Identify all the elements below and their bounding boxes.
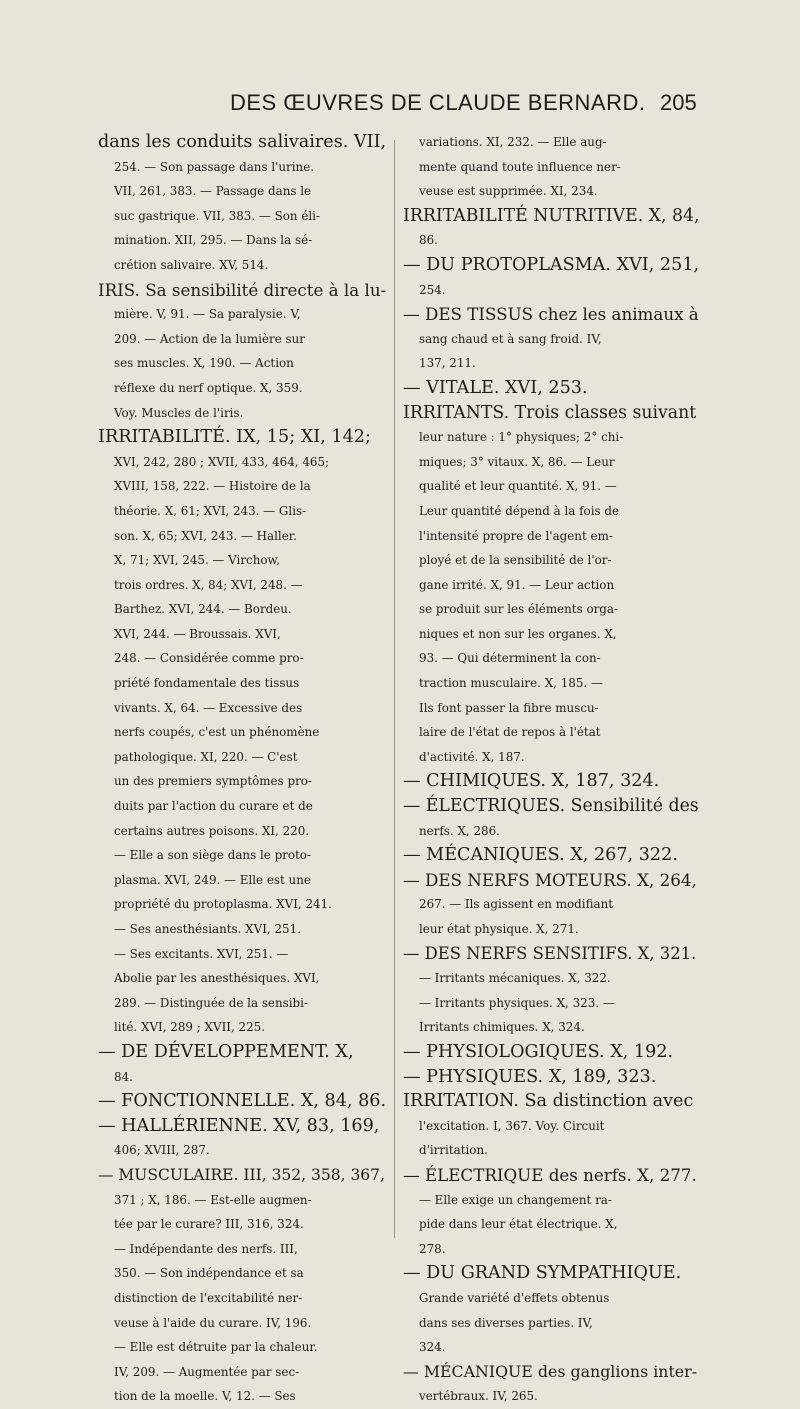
- index-line: Ils font passer la fibre muscu-: [419, 700, 599, 715]
- index-line: l'excitation. I, 367. Voy. Circuit: [419, 1118, 605, 1133]
- index-line: leur nature : 1° physiques; 2° chi-: [419, 430, 624, 445]
- index-line: 254. — Son passage dans l'urine.: [114, 159, 315, 174]
- index-line: Voy. Muscles de l'iris.: [114, 405, 244, 420]
- index-line: vertébraux. IV, 265.: [419, 1389, 538, 1404]
- index-line: duits par l'action du curare et de: [114, 799, 313, 814]
- index-line: priété fondamentale des tissus: [114, 676, 300, 691]
- index-line: — CHIMIQUES. X, 187, 324.: [403, 771, 660, 792]
- index-line: Barthez. XVI, 244. — Bordeu.: [114, 602, 292, 617]
- index-line: — DES TISSUS chez les animaux à: [403, 304, 699, 325]
- index-line: niques et non sur les organes. X,: [419, 626, 617, 641]
- index-line: — Ses anesthésiants. XVI, 251.: [114, 922, 301, 936]
- index-line: mente quand toute influence ner-: [419, 159, 621, 174]
- index-line: 137, 211.: [419, 356, 476, 371]
- page-number: 205: [660, 90, 697, 115]
- index-line: tée par le curare? III, 316, 324.: [114, 1217, 304, 1232]
- index-line: sang chaud et à sang froid. IV,: [419, 331, 602, 346]
- index-line: Grande variété d'effets obtenus: [419, 1290, 610, 1305]
- index-line: réflexe du nerf optique. X, 359.: [114, 380, 303, 395]
- index-line: 209. — Action de la lumière sur: [114, 331, 305, 346]
- index-line: — ÉLECTRIQUES. Sensibilité des: [403, 796, 699, 817]
- index-line: gane irrité. X, 91. — Leur action: [419, 577, 615, 592]
- index-line: son. X, 65; XVI, 243. — Haller.: [114, 528, 297, 543]
- index-line: 254.: [419, 282, 446, 297]
- index-line: IRRITATION. Sa distinction avec: [403, 1091, 694, 1112]
- index-line: XVI, 242, 280 ; XVII, 433, 464, 465;: [114, 454, 330, 469]
- index-line: traction musculaire. X, 185. —: [419, 676, 603, 691]
- index-line: ployé et de la sensibilité de l'or-: [419, 553, 612, 568]
- index-line: Abolie par les anesthésiques. XVI,: [114, 971, 320, 986]
- index-line: mination. XII, 295. — Dans la sé-: [114, 233, 313, 248]
- index-line: X, 71; XVI, 245. — Virchow,: [114, 553, 281, 568]
- index-line: — PHYSIOLOGIQUES. X, 192.: [403, 1041, 674, 1062]
- index-line: théorie. X, 61; XVI, 243. — Glis-: [114, 503, 307, 518]
- index-line: — PHYSIQUES. X, 189, 323.: [403, 1066, 657, 1087]
- index-line: IRRITABILITÉ. IX, 15; XI, 142;: [98, 427, 371, 448]
- index-line: 267. — Ils agissent en modifiant: [419, 897, 614, 912]
- index-line: distinction de l'excitabilité ner-: [114, 1290, 303, 1305]
- index-line: 289. — Distinguée de la sensibi-: [114, 995, 308, 1010]
- index-line: tion de la moelle. V, 12. — Ses: [114, 1389, 296, 1404]
- index-line: — Indépendante des nerfs. III,: [114, 1241, 298, 1256]
- column-divider: [394, 140, 395, 1238]
- index-line: — DE DÉVELOPPEMENT. X,: [98, 1041, 354, 1062]
- index-line: — MÉCANIQUES. X, 267, 322.: [403, 845, 678, 866]
- index-line: 406; XVIII, 287.: [114, 1143, 210, 1158]
- index-line: mière. V, 91. — Sa paralysie. V,: [114, 307, 301, 322]
- index-line: Irritants chimiques. X, 324.: [419, 1020, 585, 1035]
- index-line: pathologique. XI, 220. — C'est: [114, 749, 298, 764]
- index-line: certains autres poisons. XI, 220.: [114, 823, 310, 838]
- index-line: dans les conduits salivaires. VII,: [98, 132, 387, 152]
- index-line: plasma. XVI, 249. — Elle est une: [114, 872, 311, 887]
- index-line: nerfs. X, 286.: [419, 823, 500, 838]
- index-line: veuse à l'aide du curare. IV, 196.: [114, 1315, 312, 1330]
- index-line: — Elle exige un changement ra-: [419, 1192, 612, 1207]
- index-line: dans ses diverses parties. IV,: [419, 1315, 593, 1330]
- index-line: XVIII, 158, 222. — Histoire de la: [114, 479, 311, 494]
- index-line: leur état physique. X, 271.: [419, 922, 579, 936]
- left-column: [98, 130, 388, 1409]
- index-line: XVI, 244. — Broussais. XVI,: [114, 626, 281, 641]
- index-line: — MÉCANIQUE des ganglions inter-: [403, 1361, 698, 1381]
- index-line: — Ses excitants. XVI, 251. —: [114, 946, 289, 961]
- index-line: ses muscles. X, 190. — Action: [114, 356, 294, 371]
- index-line: l'intensité propre de l'agent em-: [419, 528, 613, 543]
- index-line: 350. — Son indépendance et sa: [114, 1266, 304, 1281]
- index-line: 278.: [419, 1241, 446, 1256]
- index-line: vivants. X, 64. — Excessive des: [114, 700, 303, 715]
- index-line: lité. XVI, 289 ; XVII, 225.: [114, 1020, 266, 1035]
- index-line: — Elle a son siège dans le proto-: [114, 848, 311, 863]
- index-line: IRIS. Sa sensibilité directe à la lu-: [98, 279, 387, 300]
- index-line: se produit sur les éléments orga-: [419, 602, 619, 617]
- index-line: — Irritants physiques. X, 323. —: [419, 995, 615, 1010]
- index-line: miques; 3° vitaux. X, 86. — Leur: [419, 454, 615, 469]
- index-line: IRRITANTS. Trois classes suivant: [403, 402, 697, 423]
- index-line: propriété du protoplasma. XVI, 241.: [114, 897, 332, 912]
- index-line: 371 ; X, 186. — Est-elle augmen-: [114, 1192, 312, 1207]
- index-line: laire de l'état de repos à l'état: [419, 725, 601, 740]
- index-line: IV, 209. — Augmentée par sec-: [114, 1364, 300, 1379]
- index-line: 86.: [419, 233, 438, 248]
- index-line: Leur quantité dépend à la fois de: [419, 503, 620, 518]
- index-line: — FONCTIONNELLE. X, 84, 86.: [98, 1091, 387, 1112]
- index-line: trois ordres. X, 84; XVI, 248. —: [114, 577, 303, 592]
- index-line: 84.: [114, 1069, 133, 1084]
- index-line: — Irritants mécaniques. X, 322.: [419, 971, 611, 986]
- index-line: suc gastrique. VII, 383. — Son éli-: [114, 208, 321, 223]
- index-line: variations. XI, 232. — Elle aug-: [419, 135, 607, 149]
- index-line: d'activité. X, 187.: [419, 749, 525, 764]
- index-line: — VITALE. XVI, 253.: [403, 377, 588, 398]
- index-line: 324.: [419, 1340, 446, 1355]
- index-line: IRRITABILITÉ NUTRITIVE. X, 84,: [403, 205, 700, 226]
- index-line: — MUSCULAIRE. III, 352, 358, 367,: [98, 1165, 385, 1184]
- index-line: veuse est supprimée. XI, 234.: [419, 184, 598, 199]
- index-line: 93. — Qui déterminent la con-: [419, 651, 601, 666]
- running-title: DES ŒUVRES DE CLAUDE BERNARD.: [230, 90, 646, 115]
- right-column: [403, 130, 698, 1409]
- index-line: — ÉLECTRIQUE des nerfs. X, 277.: [403, 1164, 697, 1185]
- index-line: qualité et leur quantité. X, 91. —: [419, 479, 617, 494]
- index-line: — Elle est détruite par la chaleur.: [114, 1340, 318, 1355]
- index-line: d'irritation.: [419, 1143, 488, 1158]
- running-header: [0, 86, 800, 126]
- index-line: — DU GRAND SYMPATHIQUE.: [403, 1263, 682, 1284]
- index-line: — DES NERFS MOTEURS. X, 264,: [403, 869, 697, 890]
- index-line: un des premiers symptômes pro-: [114, 774, 312, 789]
- index-line: nerfs coupés, c'est un phénomène: [114, 725, 320, 740]
- index-line: — DU PROTOPLASMA. XVI, 251,: [403, 254, 700, 275]
- index-line: — DES NERFS SENSITIFS. X, 321.: [403, 943, 697, 963]
- index-line: VII, 261, 383. — Passage dans le: [114, 184, 312, 199]
- index-line: 248. — Considérée comme pro-: [114, 651, 304, 666]
- index-line: — HALLÉRIENNE. XV, 83, 169,: [98, 1115, 380, 1136]
- index-line: crétion salivaire. XV, 514.: [114, 257, 269, 272]
- index-line: pide dans leur état électrique. X,: [419, 1217, 618, 1232]
